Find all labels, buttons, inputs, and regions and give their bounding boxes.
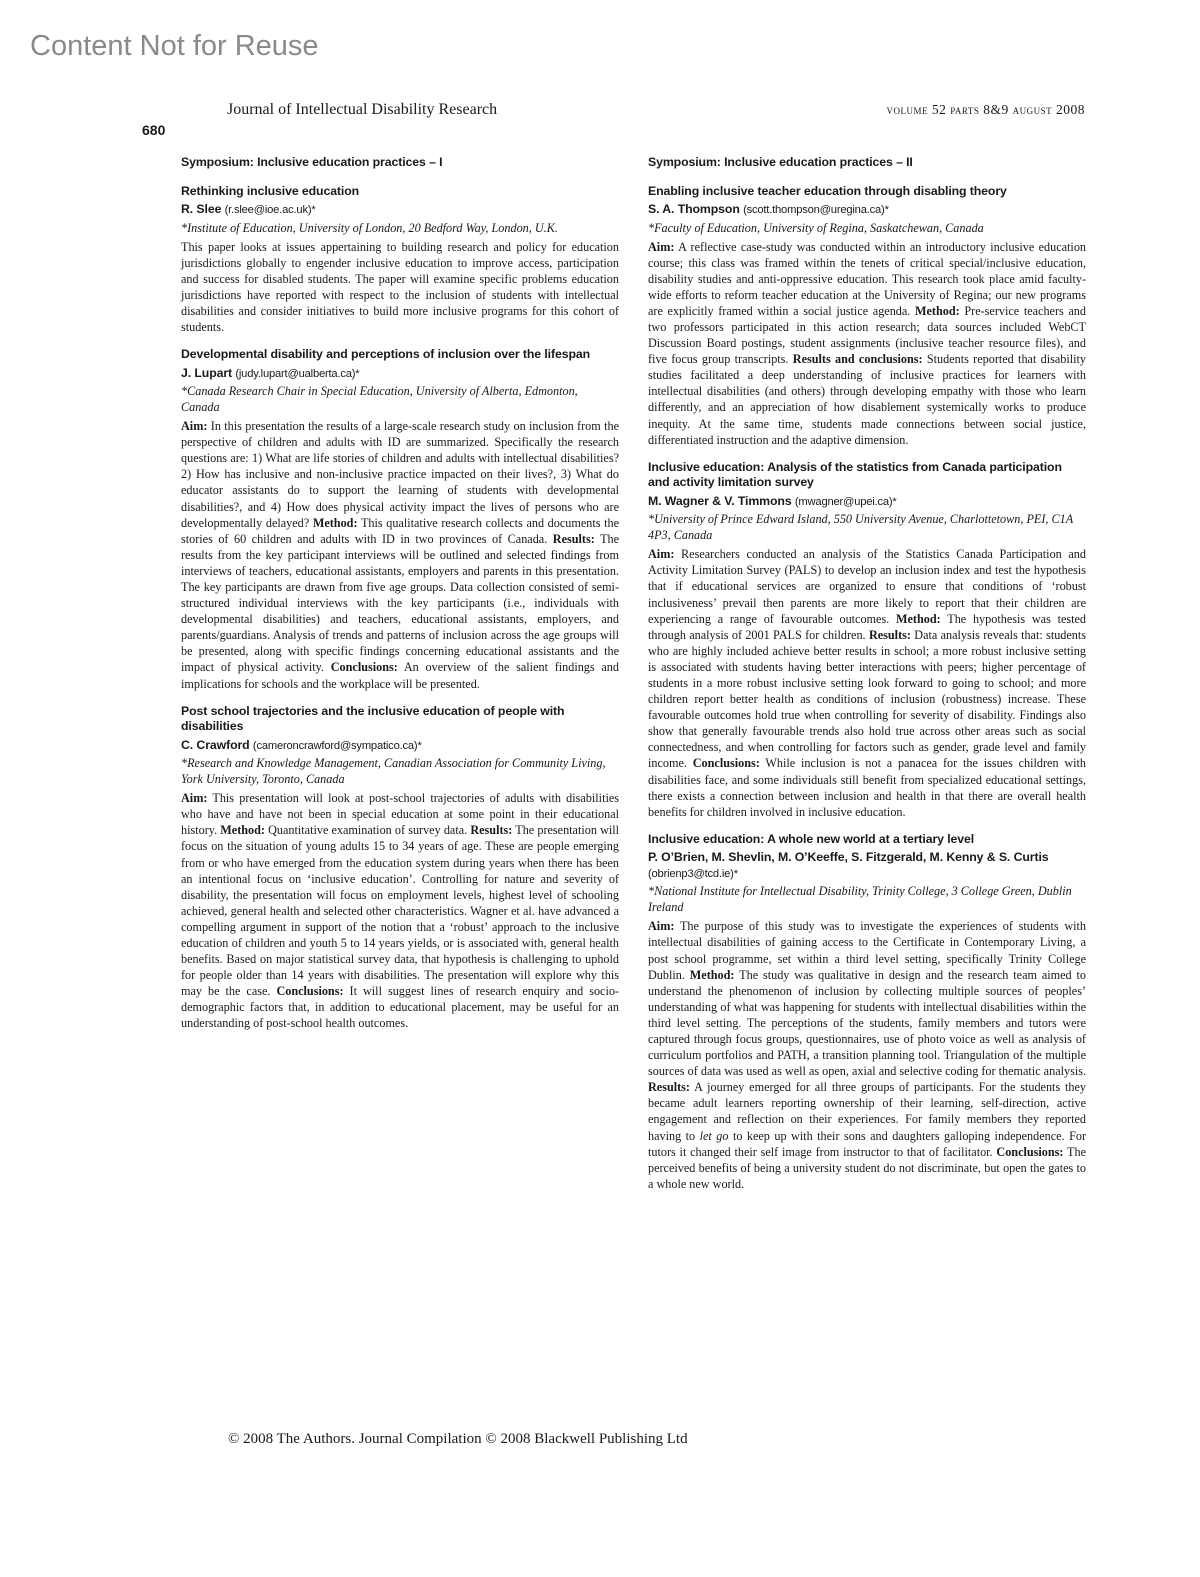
results-label: Results and conclusions: — [792, 352, 923, 367]
method-label: Method: — [896, 611, 941, 626]
left-column — [181, 155, 619, 1044]
symposium-title: Symposium: Inclusive education practices – I — [181, 155, 443, 169]
conclusions-label: Conclusions: — [276, 984, 344, 999]
results-label: Results: — [552, 531, 595, 546]
author-email: (cameroncrawford@sympatico.ca)* — [252, 739, 422, 752]
volume-info: volume 52 parts 8&9 august 2008 — [886, 102, 1085, 117]
aim-label: Aim: — [648, 239, 675, 254]
method-text: Pre-service teachers and two professors participated in this action research; data sources included WebCT Discussion Board postings, student assignments (inclusive teacher resource files), and five focus group transcripts. — [648, 303, 1086, 367]
author-affiliation: *University of Prince Edward Island, 550 University Avenue, Charlottetown, PEI, C1A 4P3, Canada — [648, 512, 1073, 543]
aim-label: Aim: — [648, 547, 675, 562]
author-affiliation: *National Institute for Intellectual Disability, Trinity College, 3 College Green, Dublin Ireland — [648, 884, 1072, 915]
abstract-authors — [181, 202, 619, 219]
aim-text: A reflective case-study was conducted within an introductory inclusive education course; this class was framed within the tenets of critical special/inclusive education, disability studies and anti-oppressive education. This research took place amid faculty-wide efforts to reform teacher education at the University of Regina; our new programs are explicitly framed within a social justice agenda. — [648, 239, 1087, 318]
results-emphasis: let go — [699, 1128, 729, 1143]
abstract-body: This paper looks at issues appertaining to building research and policy for education jurisdictions globally to engender inclusive education to improve access, participation and success for disabled students. The paper will examine specific problems education jurisdictions have reported with respect to the inclusion of students with intellectual disabilities and consider initiatives to build more inclusive programs for this cohort of students. — [181, 239, 619, 334]
abstract-wagner — [648, 460, 1086, 820]
results-label: Results: — [470, 823, 513, 838]
abstract-title: Developmental disability and perceptions of inclusion over the lifespan — [181, 347, 591, 362]
method-label: Method: — [689, 967, 735, 982]
author-email: (obrienp3@tcd.ie)* — [648, 867, 738, 880]
abstract-body — [181, 790, 619, 1031]
author-names: S. A. Thompson — [648, 202, 740, 216]
author-affiliation: *Canada Research Chair in Special Education, University of Alberta, Edmonton, Canada — [181, 384, 578, 415]
method-label: Method: — [915, 303, 960, 318]
author-names: M. Wagner & V. Timmons — [648, 493, 792, 508]
conclusions-text: The perceived benefits of being a university student do not discriminate, but open the gates to a whole new world. — [648, 1144, 1086, 1191]
aim-text: This presentation will look at post-school trajectories of adults with disabilities who have and have not been in special education at some point in their educational history. — [181, 791, 619, 838]
abstract-slee — [181, 184, 619, 336]
abstract-lupart — [181, 347, 619, 692]
author-email: (judy.lupart@ualberta.ca)* — [235, 367, 360, 380]
abstract-authors — [181, 738, 619, 755]
results-text-cont: to keep up with their sons and daughters galloping independence. For tutors it changed their self image from instructor to that of facilitator. — [648, 1128, 1087, 1159]
conclusions-text: An overview of the salient findings and implications for schools and the workplace will be presented. — [181, 660, 619, 691]
abstract-authors — [648, 494, 1086, 511]
conclusions-label: Conclusions: — [692, 756, 760, 771]
abstract-title: Enabling inclusive teacher education through disabling theory — [648, 183, 1007, 198]
abstract-title: Inclusive education: A whole new world at a tertiary level — [648, 831, 975, 846]
aim-text: In this presentation the results of a large-scale research study on inclusion from the perspective of children and adults with ID are summarized. Specifically the research questions are: 1) What are life stories of children and adults with intellectual disabilities? 2) How has inclusive and non-inclusive practice impacted on their lives?, 3) What do educator assistants do to support the learning of students with developmental disabilities?, and 4) How does physical activity impact the lives of persons who are developmentally delayed? — [181, 419, 619, 530]
author-names: P. O’Brien, M. Shevlin, M. O’Keeffe, S. Fitzgerald, M. Kenny & S. Curtis — [648, 850, 1049, 865]
conclusions-text: It will suggest lines of research enquiry and socio-demographic factors that, in addition to educational placement, may be useful for an understanding of post-school health outcomes. — [181, 984, 619, 1031]
right-column — [648, 155, 1086, 1204]
aim-label: Aim: — [648, 919, 675, 934]
results-text: The results from the key participant interviews will be outlined and selected findings from interviews of teachers, educational assistants, employers and parents in this presentation. The key participants are drawn from five age groups. Data collection consisted of semi-structured individual interviews with the key participants (i.e., individuals with developmental disabilities) and teachers, educational assistants, employers, and parents/guardians. Analysis of trends and patterns of inclusion across the age groups will be presented, along with specific findings concerning educational assistants and the impact of physical activity. — [181, 531, 620, 675]
conclusions-text: While inclusion is not a panacea for the issues children with disabilities face, and some individuals still benefit from specialized educational settings, there exists a connection between inclusion and health in that there are overall health benefits for children involved in inclusive education. — [648, 756, 1087, 819]
results-text: The presentation will focus on the situation of young adults 15 to 34 years of age. These are people emerging from or who have emerged from the education system during years when there has been an intentional focus on ‘inclusive education’. Controlling for nature and severity of disability, the presentation will focus on employment levels, highest level of schooling achieved, general health and selected other characteristics. Wagner et al. have advanced a compelling argument in support of the notion that a ‘robust’ approach to the inclusive education of children and youth 5 to 14 years yields, or is associated with, general health benefits. Based on major statistical survey data, that hypothesis is challenging to uphold for people older than 14 years with disabilities. The presentation will explore why this may be the case. — [181, 823, 620, 999]
results-label: Results: — [648, 1080, 690, 1095]
abstract-body — [181, 418, 619, 692]
aim-text: Researchers conducted an analysis of the Statistics Canada Participation and Activity Limitation Survey (PALS) to develop an inclusion index and test the hypothesis that if educational services are organized to ensure that conditions of ‘robust inclusiveness’ prevail then parents are more likely to report that their children are experiencing a range of favourable outcomes. — [648, 547, 1086, 626]
aim-label: Aim: — [181, 419, 208, 434]
author-email: (mwagner@upei.ca)* — [794, 495, 897, 508]
abstract-title: Post school trajectories and the inclusive education of people with disabilities — [181, 703, 565, 734]
abstract-title: Rethinking inclusive education — [181, 183, 360, 198]
results-text: Data analysis reveals that: students who are highly included achieve better results in school; a more robust inclusive setting is associated with students having better interactions with peers; higher percentage of students in a more robust inclusive setting look forward to going to school; and more children report better health as conditions of inclusion (robustness) increase. These favourable outcomes hold true when controlling for severity of disability. Findings also show that generally favourable trends also hold true across other areas such as social connectedness, and when controlling for factors such as gender, grade level and family income. — [648, 627, 1087, 771]
results-text: Students reported that disability studies facilitated a deep understanding of inclusive practices for learners with intellectual disabilities (and others) through developing empathy with those who learn differently, and an appreciation of how disablement systemically works to produce inequity. At the same time, students made connections between social justice, differentiated instruction and the adaptive dimension. — [648, 352, 1086, 447]
journal-title: Journal of Intellectual Disability Research — [227, 101, 498, 118]
abstract-body — [648, 239, 1086, 448]
author-names: J. Lupart — [181, 365, 233, 380]
aim-text: The purpose of this study was to investigate the experiences of students with intellectual disabilities of gaining access to the Certificate in Contemporary Living, a post school programme, set within a third level setting, specifically Trinity College Dublin. — [648, 919, 1087, 982]
abstract-thompson — [648, 184, 1086, 448]
abstract-crawford — [181, 704, 619, 1032]
abstract-authors — [648, 850, 1086, 882]
aim-label: Aim: — [181, 791, 208, 806]
method-label: Method: — [312, 515, 358, 530]
author-affiliation: *Institute of Education, University of London, 20 Bedford Way, London, U.K. — [181, 220, 558, 235]
abstract-obrien — [648, 832, 1086, 1192]
results-label: Results: — [868, 627, 911, 642]
method-text: The study was qualitative in design and the research team aimed to understand the phenomenon of inclusion by collecting multiple sources of peoples’ understanding of what was happening for students with intellectual disabilities within the third level setting. The perceptions of the students, family members and tutors were captured through focus groups, questionnaires, use of photo voice as well as analysis of curriculum portfolios and PATH, a transition planning tool. Triangulation of the multiple sources of data was used as well as open, axial and selective coding for thematic analysis. — [648, 967, 1086, 1079]
abstract-body — [648, 546, 1086, 820]
abstract-authors — [181, 366, 619, 383]
symposium-title: Symposium: Inclusive education practices – II — [648, 155, 913, 169]
abstract-title: Inclusive education: Analysis of the statistics from Canada participation and activity limitation survey — [648, 459, 1062, 490]
author-affiliation: *Faculty of Education, University of Regina, Saskatchewan, Canada — [648, 220, 984, 235]
conclusions-label: Conclusions: — [996, 1144, 1064, 1159]
watermark: Content Not for Reuse — [30, 30, 319, 62]
method-text: The hypothesis was tested through analysis of 2001 PALS for children. — [648, 611, 1087, 642]
page-number: 680 — [142, 122, 166, 138]
author-names: C. Crawford — [181, 737, 250, 752]
author-names: R. Slee — [181, 202, 222, 216]
abstract-authors — [648, 202, 1086, 219]
results-text: A journey emerged for all three groups of participants. For the students they became adult learners reporting ownership of their learning, self-direction, active engagement and reflection on their experiences. For family members they reported having to — [648, 1080, 1087, 1143]
copyright-footer: © 2008 The Authors. Journal Compilation © 2008 Blackwell Publishing Ltd — [228, 1431, 688, 1447]
conclusions-label: Conclusions: — [330, 660, 398, 675]
author-affiliation: *Research and Knowledge Management, Canadian Association for Community Living, York University, Toronto, Canada — [181, 756, 606, 787]
abstract-body — [648, 918, 1086, 1192]
method-text: This qualitative research collects and documents the stories of 60 children and adults with ID in two provinces of Canada. — [181, 515, 620, 546]
author-email: (r.slee@ioe.ac.uk)* — [224, 204, 316, 216]
method-text: Quantitative examination of survey data. — [268, 823, 468, 838]
running-head — [227, 101, 1085, 119]
method-label: Method: — [220, 823, 265, 838]
author-email: (scott.thompson@uregina.ca)* — [743, 204, 889, 216]
